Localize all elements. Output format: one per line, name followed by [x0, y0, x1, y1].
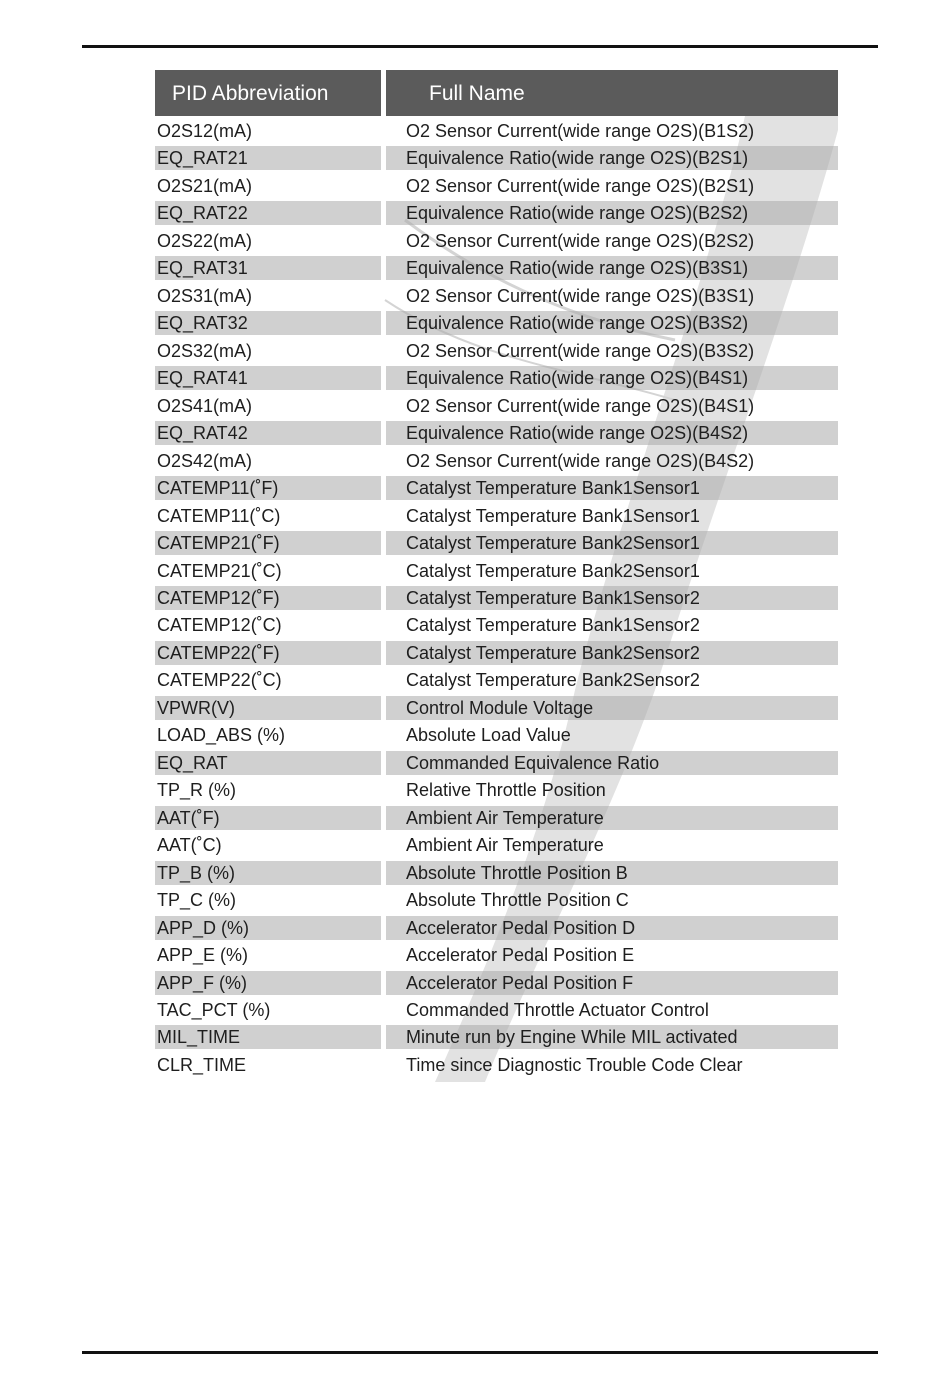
pid-abbreviation-cell: O2S32(mA)	[157, 340, 253, 361]
table-row	[155, 776, 838, 803]
header-pid-abbreviation: PID Abbreviation	[155, 70, 381, 116]
pid-abbreviation-cell: APP_F (%)	[155, 971, 381, 995]
table-row	[155, 914, 838, 941]
table-row	[155, 199, 838, 226]
pid-abbreviation-cell: O2S42(mA)	[157, 450, 253, 471]
full-name-cell: Equivalence Ratio(wide range O2S)(B4S2)	[386, 421, 838, 445]
full-name-cell: O2 Sensor Current(wide range O2S)(B4S1)	[406, 395, 755, 416]
full-name-cell: Catalyst Temperature Bank1Sensor2	[386, 586, 838, 610]
table-body	[155, 117, 838, 1078]
table-row	[155, 1051, 838, 1078]
full-name-cell: Absolute Load Value	[406, 725, 571, 746]
table-row	[155, 831, 838, 858]
table-row	[155, 364, 838, 391]
full-name-cell: Minute run by Engine While MIL activated	[386, 1025, 838, 1049]
full-name-cell: Catalyst Temperature Bank2Sensor2	[386, 641, 838, 665]
pid-abbreviation-cell: LOAD_ABS (%)	[157, 725, 286, 746]
pid-abbreviation-cell: EQ_RAT32	[155, 311, 381, 335]
full-name-cell: Relative Throttle Position	[406, 780, 606, 801]
full-name-cell: Commanded Equivalence Ratio	[386, 751, 838, 775]
table-row	[155, 941, 838, 968]
pid-abbreviation-cell: EQ_RAT21	[155, 146, 381, 170]
pid-abbreviation-cell: MIL_TIME	[155, 1025, 381, 1049]
table-row	[155, 227, 838, 254]
full-name-cell: O2 Sensor Current(wide range O2S)(B2S1)	[406, 175, 755, 196]
full-name-cell: Commanded Throttle Actuator Control	[406, 1000, 709, 1020]
table-row	[155, 447, 838, 474]
table-row	[155, 969, 838, 996]
table-row	[155, 859, 838, 886]
pid-abbreviation-cell: EQ_RAT31	[155, 256, 381, 280]
pid-abbreviation-cell: TP_C (%)	[157, 890, 237, 911]
table-row	[155, 749, 838, 776]
pid-abbreviation-cell: O2S22(mA)	[157, 230, 253, 251]
pid-abbreviation-cell: AAT(˚F)	[155, 806, 381, 830]
full-name-cell: Equivalence Ratio(wide range O2S)(B4S1)	[386, 366, 838, 390]
table-row	[155, 172, 838, 199]
pid-abbreviation-cell: O2S21(mA)	[157, 175, 253, 196]
full-name-cell: O2 Sensor Current(wide range O2S)(B2S2)	[406, 230, 755, 251]
table-header	[155, 70, 838, 116]
table-row	[155, 557, 838, 584]
full-name-cell: Catalyst Temperature Bank2Sensor1	[406, 560, 700, 581]
pid-abbreviation-cell: CATEMP22(˚F)	[155, 641, 381, 665]
pid-abbreviation-cell: EQ_RAT	[155, 751, 381, 775]
full-name-cell: Accelerator Pedal Position D	[386, 916, 838, 940]
full-name-cell: Equivalence Ratio(wide range O2S)(B3S1)	[386, 256, 838, 280]
table-row	[155, 804, 838, 831]
pid-abbreviation-cell: TP_R (%)	[157, 780, 237, 801]
pid-abbreviation-cell: CATEMP21(˚F)	[155, 531, 381, 555]
table-row	[155, 666, 838, 693]
table-row	[155, 419, 838, 446]
full-name-cell: Equivalence Ratio(wide range O2S)(B2S1)	[386, 146, 838, 170]
table-row	[155, 309, 838, 336]
pid-abbreviation-cell: APP_E (%)	[157, 945, 249, 966]
full-name-cell: Ambient Air Temperature	[406, 835, 604, 856]
table-row	[155, 474, 838, 501]
bottom-rule	[82, 1351, 878, 1354]
pid-abbreviation-cell: APP_D (%)	[155, 916, 381, 940]
full-name-cell: Equivalence Ratio(wide range O2S)(B3S2)	[386, 311, 838, 335]
table-row	[155, 254, 838, 281]
full-name-cell: O2 Sensor Current(wide range O2S)(B4S2)	[406, 450, 755, 471]
pid-abbreviation-cell: CATEMP21(˚C)	[157, 560, 282, 581]
full-name-cell: O2 Sensor Current(wide range O2S)(B3S1)	[406, 285, 755, 306]
top-rule	[82, 45, 878, 48]
pid-abbreviation-cell: CATEMP12(˚F)	[155, 586, 381, 610]
table-row	[155, 639, 838, 666]
pid-abbreviation-cell: CLR_TIME	[157, 1054, 247, 1075]
header-full-name: Full Name	[386, 70, 838, 116]
pid-abbreviation-cell: VPWR(V)	[155, 696, 381, 720]
full-name-cell: O2 Sensor Current(wide range O2S)(B1S2)	[406, 121, 755, 141]
full-name-cell: Time since Diagnostic Trouble Code Clear	[406, 1054, 743, 1075]
pid-abbreviation-cell: EQ_RAT22	[155, 201, 381, 225]
table-row	[155, 502, 838, 529]
pid-abbreviation-cell: EQ_RAT42	[155, 421, 381, 445]
pid-abbreviation-cell: O2S12(mA)	[157, 121, 253, 141]
pid-abbreviation-cell: EQ_RAT41	[155, 366, 381, 390]
table-row	[155, 996, 838, 1023]
pid-abbreviation-cell: CATEMP12(˚C)	[157, 615, 282, 636]
pid-abbreviation-cell: O2S31(mA)	[157, 285, 253, 306]
full-name-cell: Absolute Throttle Position B	[386, 861, 838, 885]
full-name-cell: Catalyst Temperature Bank2Sensor1	[386, 531, 838, 555]
table-row	[155, 529, 838, 556]
full-name-cell: Ambient Air Temperature	[386, 806, 838, 830]
pid-abbreviation-cell: CATEMP11(˚F)	[155, 476, 381, 500]
table-row	[155, 886, 838, 913]
table-row	[155, 721, 838, 748]
pid-table	[155, 70, 838, 1082]
pid-abbreviation-cell: CATEMP22(˚C)	[157, 670, 282, 691]
table-row	[155, 584, 838, 611]
table-row	[155, 282, 838, 309]
full-name-cell: Absolute Throttle Position C	[406, 890, 629, 911]
full-name-cell: Accelerator Pedal Position E	[406, 945, 635, 966]
pid-abbreviation-cell: TP_B (%)	[155, 861, 381, 885]
table-row	[155, 337, 838, 364]
pid-abbreviation-cell: CATEMP11(˚C)	[157, 505, 281, 526]
pid-abbreviation-cell: O2S41(mA)	[157, 395, 253, 416]
full-name-cell: Catalyst Temperature Bank1Sensor1	[406, 505, 700, 526]
table-row	[155, 144, 838, 171]
full-name-cell: Accelerator Pedal Position F	[386, 971, 838, 995]
pid-abbreviation-cell: TAC_PCT (%)	[157, 1000, 271, 1020]
table-row	[155, 1023, 838, 1050]
pid-abbreviation-cell: AAT(˚C)	[157, 835, 222, 856]
full-name-cell: Catalyst Temperature Bank2Sensor2	[406, 670, 700, 691]
full-name-cell: Control Module Voltage	[386, 696, 838, 720]
table-row	[155, 694, 838, 721]
full-name-cell: Equivalence Ratio(wide range O2S)(B2S2)	[386, 201, 838, 225]
table-row	[155, 392, 838, 419]
full-name-cell: Catalyst Temperature Bank1Sensor2	[406, 615, 700, 636]
full-name-cell: Catalyst Temperature Bank1Sensor1	[386, 476, 838, 500]
table-row	[155, 117, 838, 144]
table-row	[155, 611, 838, 638]
full-name-cell: O2 Sensor Current(wide range O2S)(B3S2)	[406, 340, 755, 361]
